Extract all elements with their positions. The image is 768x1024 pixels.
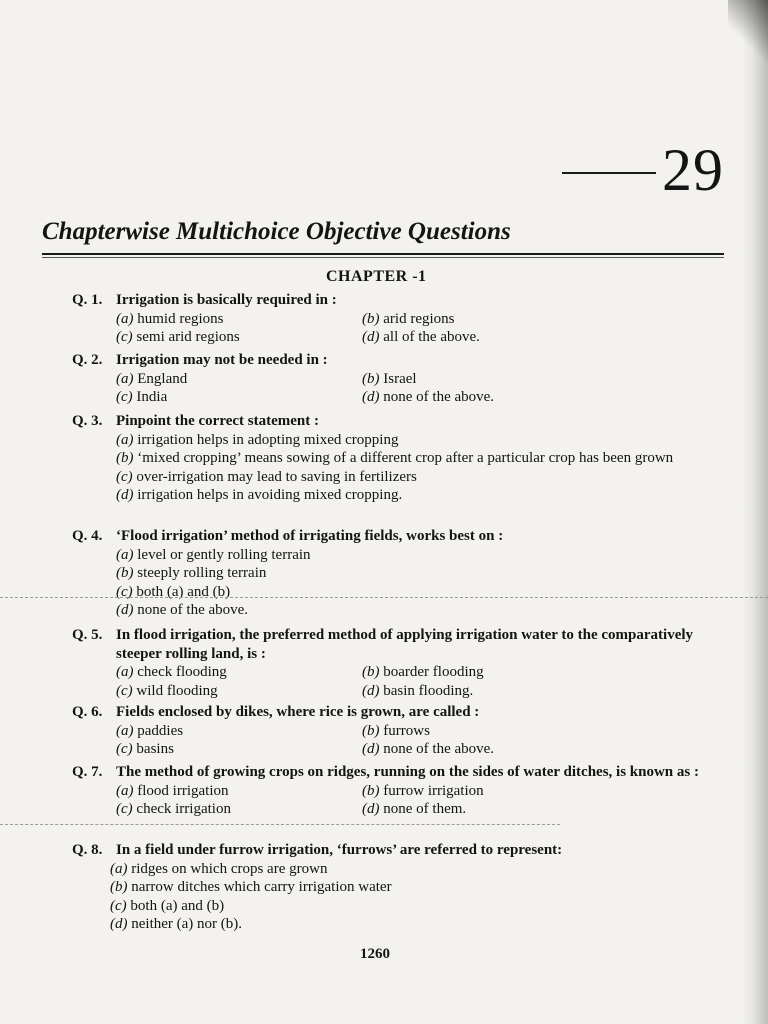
question-3 — [72, 412, 732, 505]
option-c: (c) check irrigation — [116, 801, 231, 817]
option-c: (c) semi arid regions — [116, 329, 240, 345]
option-b: (b) Israel — [362, 370, 417, 387]
option-a: (a) England — [116, 370, 188, 387]
question-number: Q. 8. — [72, 842, 103, 858]
option-c: (c) both (a) and (b) — [116, 583, 231, 600]
chapter-number-rule — [562, 172, 656, 174]
question-text: The method of growing crops on ridges, running on the sides of water ditches, is known as : — [116, 764, 699, 780]
question-text: In a field under furrow irrigation, ‘furrows’ are referred to represent: — [116, 842, 563, 858]
question-text: Fields enclosed by dikes, where rice is grown, are called : — [116, 704, 480, 720]
option-d: (d) none of them. — [362, 801, 467, 817]
question-stem — [72, 763, 732, 782]
option-c: (c) basins — [116, 741, 174, 757]
book-title: Chapterwise Multichoice Objective Questions — [42, 218, 511, 245]
question-6 — [72, 703, 732, 759]
page-corner-shadow — [728, 0, 768, 70]
question-1 — [72, 291, 732, 347]
option-b: (b) arid regions — [362, 310, 455, 327]
option-b: (b) furrows — [362, 722, 430, 739]
question-number: Q. 2. — [72, 352, 103, 368]
option-row — [72, 722, 732, 741]
question-number: Q. 3. — [72, 413, 103, 429]
title-rule — [42, 253, 724, 255]
option-row — [72, 370, 732, 389]
option-d: (d) neither (a) nor (b). — [110, 916, 243, 932]
question-5 — [72, 626, 732, 700]
title-rule-thin — [42, 257, 724, 258]
question-2 — [72, 351, 732, 407]
option-b: (b) furrow irrigation — [362, 782, 484, 799]
option-b: (b) boarder flooding — [362, 664, 484, 680]
question-text: ‘Flood irrigation’ method of irrigating fields, works best on : — [116, 528, 504, 544]
option-d: (d) none of the above. — [362, 389, 495, 405]
scan-dash-line — [0, 597, 768, 598]
option-b: (b) narrow ditches which carry irrigation water — [110, 879, 392, 895]
option-a: (a) level or gently rolling terrain — [116, 546, 311, 563]
option-row — [72, 682, 732, 701]
option-c: (c) India — [116, 389, 168, 405]
option-a: (a) irrigation helps in adopting mixed cropping — [116, 431, 399, 448]
option-row — [72, 740, 732, 759]
option-d: (d) none of the above. — [116, 602, 249, 618]
question-stem — [72, 841, 732, 860]
question-number: Q. 7. — [72, 764, 103, 780]
question-number: Q. 4. — [72, 528, 103, 544]
page-edge-shadow — [742, 0, 768, 1024]
option-row — [72, 328, 732, 347]
question-stem — [72, 351, 732, 370]
option-row — [72, 800, 732, 819]
option-c: (c) both (a) and (b) — [110, 897, 225, 914]
question-number: Q. 1. — [72, 292, 103, 308]
option-a: (a) humid regions — [116, 310, 224, 327]
option-row — [72, 388, 732, 407]
question-number: Q. 6. — [72, 704, 103, 720]
question-text: Irrigation is basically required in : — [116, 292, 337, 308]
option-row — [72, 782, 732, 801]
chapter-number: 29 — [662, 137, 724, 203]
question-text: Pinpoint the correct statement : — [116, 413, 319, 429]
question-stem — [72, 527, 732, 546]
page-number: 1260 — [360, 946, 390, 962]
scan-dash-line — [0, 824, 560, 825]
option-d: (d) basin flooding. — [362, 682, 474, 699]
question-4 — [72, 527, 732, 620]
option-c: (c) wild flooding — [116, 682, 218, 699]
option-row — [72, 310, 732, 329]
option-d: (d) irrigation helps in avoiding mixed cropping. — [116, 487, 403, 503]
question-stem — [72, 703, 732, 722]
question-stem — [72, 291, 732, 310]
option-a: (a) ridges on which crops are grown — [110, 860, 328, 877]
chapter-heading: CHAPTER -1 — [326, 268, 427, 285]
option-a: (a) paddies — [116, 722, 184, 739]
option-d: (d) none of the above. — [362, 741, 495, 757]
question-stem — [72, 626, 732, 663]
option-a: (a) check flooding — [116, 664, 227, 680]
option-d: (d) all of the above. — [362, 329, 480, 345]
option-row — [72, 663, 732, 682]
option-b: (b) steeply rolling terrain — [116, 565, 267, 581]
question-text: In flood irrigation, the preferred method of applying irrigation water to the comparatively steeper rolling land, is : — [116, 627, 694, 662]
question-text: Irrigation may not be needed in : — [116, 352, 328, 368]
option-c: (c) over-irrigation may lead to saving in fertilizers — [116, 468, 417, 485]
question-number: Q. 5. — [72, 627, 103, 643]
question-stem — [72, 412, 732, 431]
option-a: (a) flood irrigation — [116, 782, 229, 799]
question-8 — [72, 841, 732, 934]
question-7 — [72, 763, 732, 819]
option-b: (b) ‘mixed cropping’ means sowing of a different crop after a particular crop has been grown — [116, 450, 674, 466]
